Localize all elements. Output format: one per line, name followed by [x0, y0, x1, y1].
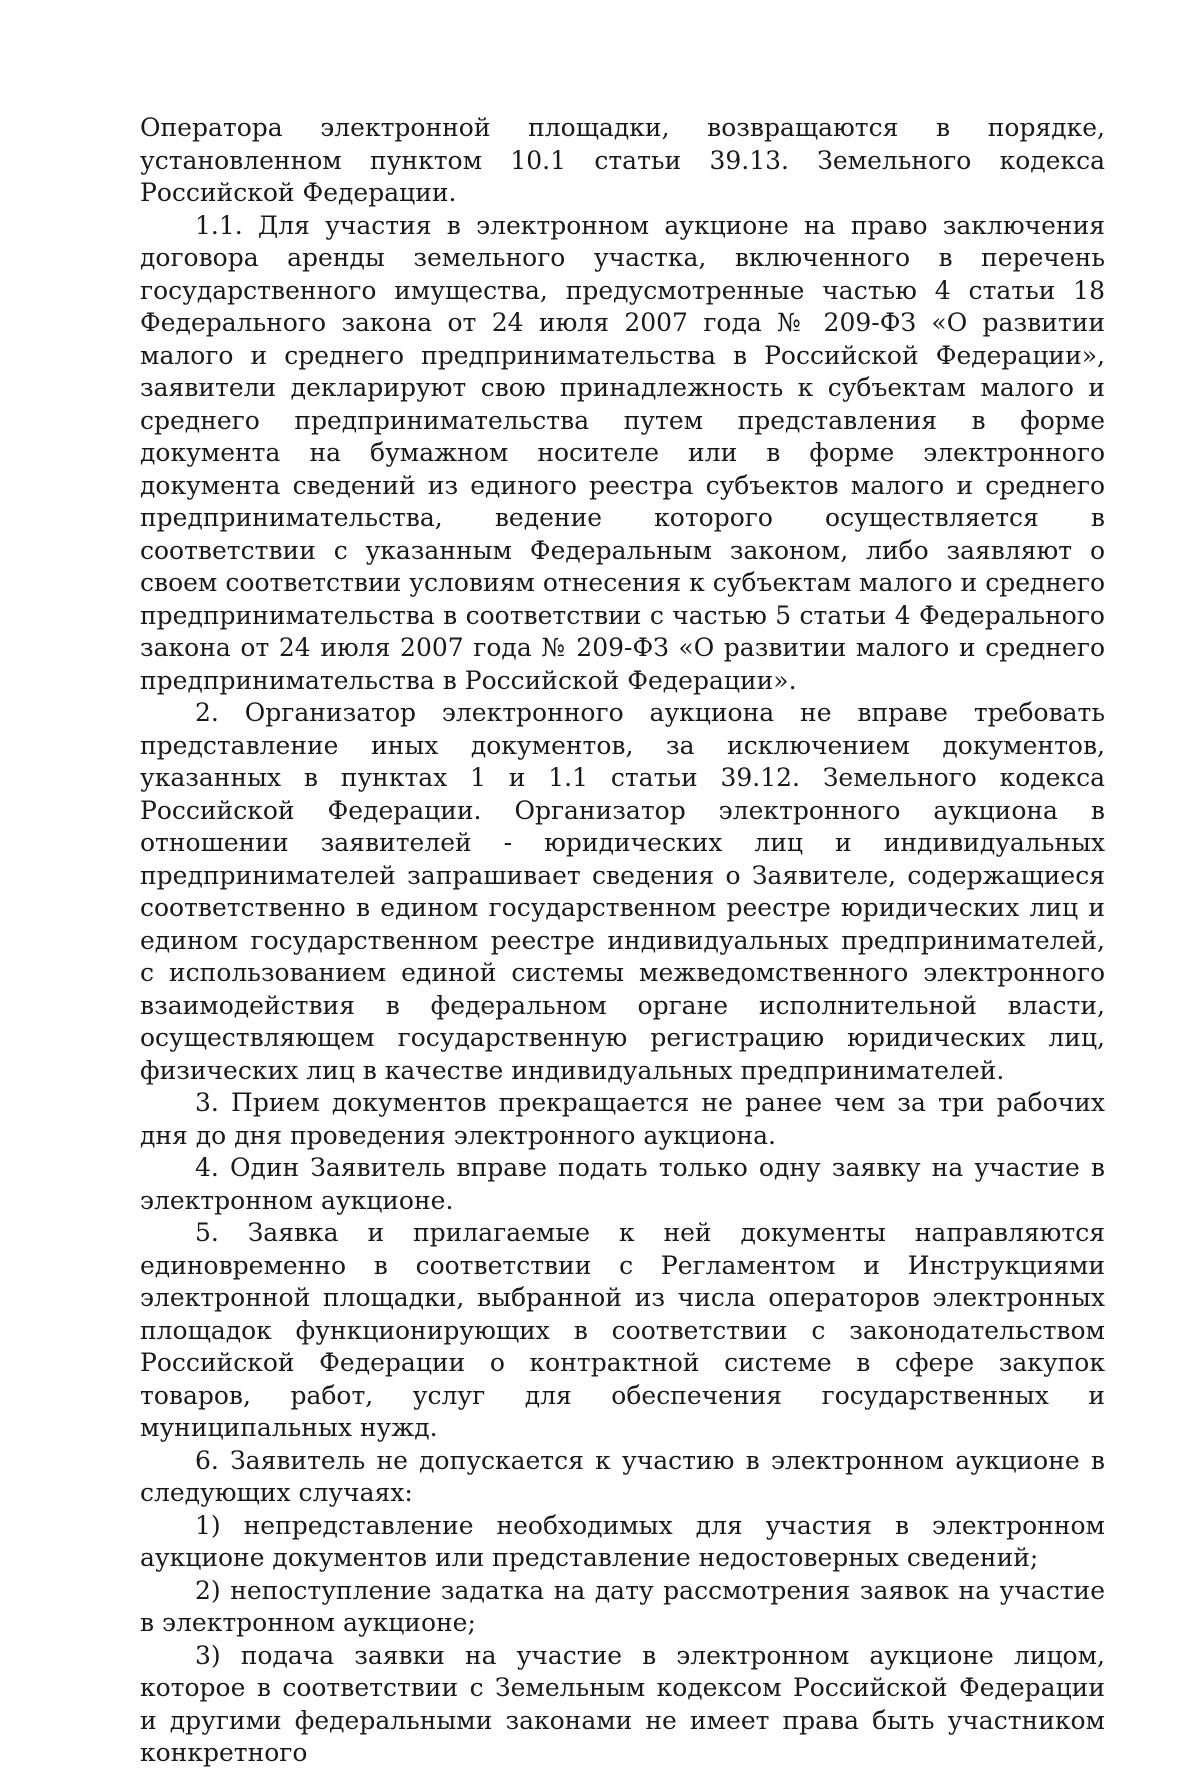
paragraph-3: 3. Прием документов прекращается не ранее чем за три рабочих дня до дня проведения электронного аукциона. — [140, 1088, 1105, 1150]
paragraph-1-1: 1.1. Для участия в электронном аукционе на право заключения договора аренды земельного участка, включенного в перечень государственного имущества, предусмотренные частью 4 статьи 18 Федерального закона от 24 июля 2007 года № 209-ФЗ «О развитии малого и среднего предпринимательства в Российской Федерации», заявители декларируют свою принадлежность к субъектам малого и среднего предпринимательства путем представления в форме документа на бумажном носителе или в форме электронного документа сведений из единого реестра субъектов малого и среднего предпринимательства, ведение которого осуществляется в соответствии с указанным Федеральным законом, либо заявляют о своем соответствии условиям отнесения к субъектам малого и среднего предпринимательства в соответствии с частью 5 статьи 4 Федерального закона от 24 июля 2007 года № 209-ФЗ «О развитии малого и среднего предпринимательства в Российской Федерации». — [140, 210, 1105, 695]
paragraph-5: 5. Заявка и прилагаемые к ней документы направляются единовременно в соответствии с Регламентом и Инструкциями электронной площадки, выбранной из числа операторов электронных площадок функционирующих в соответствии с законодательством Российской Федерации о контрактной системе в сфере закупок товаров, работ, услуг для обеспечения государственных и муниципальных нужд. — [140, 1218, 1105, 1442]
paragraph-continuation: Оператора электронной площадки, возвращаются в порядке, установленном пунктом 10.1 статьи 39.13. Земельного кодекса Российской Федерации. — [140, 113, 1105, 207]
list-item-6-2: 2) непоступление задатка на дату рассмотрения заявок на участие в электронном аукционе; — [140, 1575, 1105, 1637]
paragraph-4: 4. Один Заявитель вправе подать только одну заявку на участие в электронном аукционе. — [140, 1153, 1105, 1215]
list-item-6-3: 3) подача заявки на участие в электронном аукционе лицом, которое в соответствии с Земельным кодексом Российской Федерации и другими федеральными законами не имеет права быть участником конкретного — [140, 1640, 1105, 1767]
paragraph-2: 2. Организатор электронного аукциона не вправе требовать представление иных документов, за исключением документов, указанных в пунктах 1 и 1.1 статьи 39.12. Земельного кодекса Российской Федерации. Организатор электронного аукциона в отношении заявителей - юридических лиц и индивидуальных предпринимателей запрашивает сведения о Заявителе, содержащиеся соответственно в едином государственном реестре юридических лиц и едином государственном реестре индивидуальных предпринимателей, с использованием единой системы межведомственного электронного взаимодействия в федеральном органе исполнительной власти, осуществляющем государственную регистрацию юридических лиц, физических лиц в качестве индивидуальных предпринимателей. — [140, 698, 1105, 1085]
list-item-6-1: 1) непредставление необходимых для участия в электронном аукционе документов или представление недостоверных сведений; — [140, 1510, 1105, 1572]
document-body — [140, 112, 1105, 1770]
paragraph-6: 6. Заявитель не допускается к участию в электронном аукционе в следующих случаях: — [140, 1445, 1105, 1507]
